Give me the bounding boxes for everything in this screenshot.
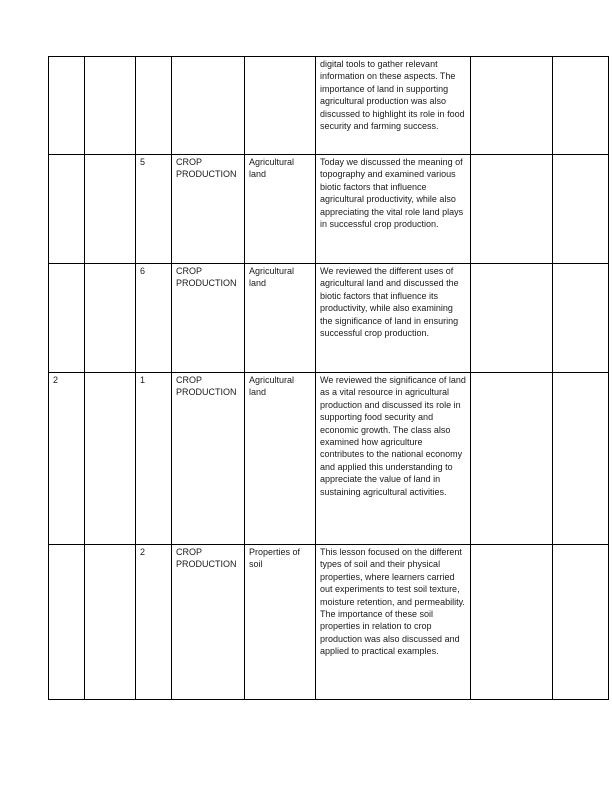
blank-cell — [85, 57, 136, 155]
lesson-cell: 1 — [136, 373, 172, 545]
blank-cell — [85, 373, 136, 545]
strand-cell: CROP PRODUCTION — [172, 373, 245, 545]
table-row — [49, 57, 609, 155]
table-row — [49, 545, 609, 700]
week-cell — [49, 545, 85, 700]
week-cell — [49, 264, 85, 373]
blank-cell — [85, 264, 136, 373]
strand-cell: CROP PRODUCTION — [172, 545, 245, 700]
blank-cell — [471, 264, 553, 373]
sub-strand-cell: Properties of soil — [245, 545, 316, 700]
sub-strand-cell: Agricultural land — [245, 373, 316, 545]
lesson-cell — [136, 57, 172, 155]
strand-cell — [172, 57, 245, 155]
lesson-cell: 2 — [136, 545, 172, 700]
lesson-cell: 6 — [136, 264, 172, 373]
table-row — [49, 155, 609, 264]
blank-cell — [471, 545, 553, 700]
blank-cell — [553, 57, 609, 155]
remark-cell: We reviewed the different uses of agricultural land and discussed the biotic factors that influence its productivity, while also examining the significance of land in ensuring successful crop production. — [316, 264, 471, 373]
table-row — [49, 373, 609, 545]
week-cell: 2 — [49, 373, 85, 545]
sub-strand-cell — [245, 57, 316, 155]
sub-strand-cell: Agricultural land — [245, 155, 316, 264]
blank-cell — [471, 373, 553, 545]
blank-cell — [471, 155, 553, 264]
blank-cell — [553, 155, 609, 264]
sub-strand-cell: Agricultural land — [245, 264, 316, 373]
remark-cell: Today we discussed the meaning of topography and examined various biotic factors that influence agricultural productivity, while also appreciating the vital role land plays in successful crop production. — [316, 155, 471, 264]
week-cell — [49, 155, 85, 264]
blank-cell — [553, 264, 609, 373]
lesson-record-table — [48, 56, 609, 700]
table-row — [49, 264, 609, 373]
week-cell — [49, 57, 85, 155]
blank-cell — [553, 373, 609, 545]
blank-cell — [553, 545, 609, 700]
blank-cell — [471, 57, 553, 155]
strand-cell: CROP PRODUCTION — [172, 155, 245, 264]
remark-cell: digital tools to gather relevant information on these aspects. The importance of land in supporting agricultural production was also discussed to highlight its role in food security and farming success. — [316, 57, 471, 155]
blank-cell — [85, 545, 136, 700]
strand-cell: CROP PRODUCTION — [172, 264, 245, 373]
blank-cell — [85, 155, 136, 264]
remark-cell: We reviewed the significance of land as a vital resource in agricultural production and discussed its role in supporting food security and economic growth. The class also examined how agriculture contributes to the national economy and applied this understanding to appreciate the value of land in sustaining agricultural activities. — [316, 373, 471, 545]
lesson-cell: 5 — [136, 155, 172, 264]
remark-cell: This lesson focused on the different types of soil and their physical properties, where learners carried out experiments to test soil texture, moisture retention, and permeability. The importance of these soil properties in relation to crop production was also discussed and applied to practical examples. — [316, 545, 471, 700]
